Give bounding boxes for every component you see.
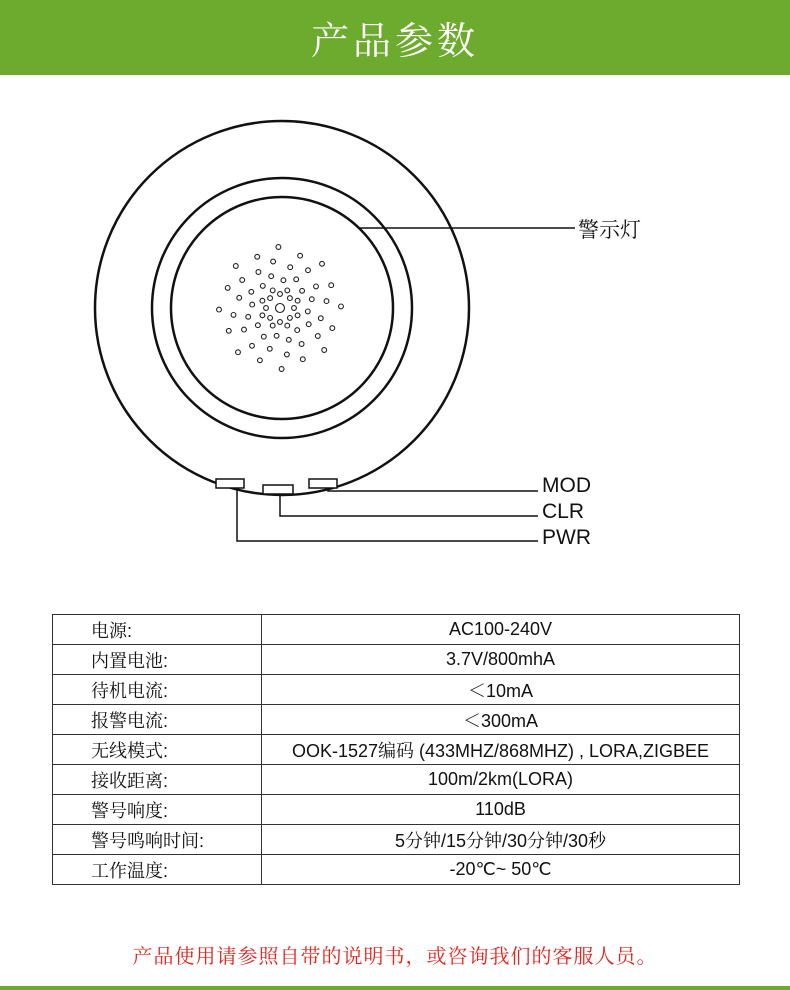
- speaker-hole: [294, 277, 299, 282]
- speaker-hole: [270, 323, 275, 328]
- spec-value: ＜300mA: [262, 705, 740, 735]
- spec-row: [53, 645, 740, 675]
- speaker-hole: [240, 278, 245, 283]
- speaker-hole: [322, 348, 327, 353]
- spec-value: 3.7V/800mhA: [262, 645, 740, 675]
- speaker-hole: [278, 292, 283, 297]
- spec-key: 报警电流:: [53, 705, 262, 735]
- speaker-hole: [339, 304, 344, 309]
- speaker-hole: [306, 322, 311, 327]
- speaker-hole: [246, 314, 251, 319]
- clr-leader: [280, 494, 538, 516]
- speaker-hole: [279, 367, 284, 372]
- spec-value: 5分钟/15分钟/30分钟/30秒: [262, 825, 740, 855]
- middle-ring: [152, 178, 412, 438]
- page-title: 产品参数: [310, 19, 479, 63]
- speaker-hole: [329, 283, 334, 288]
- speaker-hole: [250, 343, 255, 348]
- speaker-hole: [258, 358, 263, 363]
- spec-key: 警号鸣响时间:: [53, 825, 262, 855]
- speaker-hole: [260, 284, 265, 289]
- spec-key: 警号响度:: [53, 795, 262, 825]
- spec-value: 110dB: [262, 795, 740, 825]
- speaker-hole: [250, 302, 255, 307]
- speaker-hole: [217, 307, 222, 312]
- spec-row: [53, 765, 740, 795]
- speaker-hole: [288, 265, 293, 270]
- spec-value: -20℃~ 50℃: [262, 855, 740, 885]
- spec-key: 工作温度:: [53, 855, 262, 885]
- speaker-hole: [226, 328, 231, 333]
- speaker-hole: [305, 309, 310, 314]
- spec-value: 100m/2km(LORA): [262, 765, 740, 795]
- speaker-hole: [249, 289, 254, 294]
- spec-value: AC100-240V: [262, 615, 740, 645]
- mod-button-shape: [309, 479, 337, 488]
- pwr-label: PWR: [542, 526, 591, 549]
- spec-row: [53, 855, 740, 885]
- speaker-hole: [285, 288, 290, 293]
- spec-key: 电源:: [53, 615, 262, 645]
- warning-light-label: 警示灯: [578, 219, 641, 242]
- speaker-hole: [260, 298, 265, 303]
- speaker-hole: [278, 320, 283, 325]
- speaker-hole: [288, 316, 293, 321]
- spec-row: [53, 705, 740, 735]
- speaker-hole: [274, 333, 279, 338]
- speaker-hole: [260, 313, 265, 318]
- spec-key: 内置电池:: [53, 645, 262, 675]
- mod-label: MOD: [542, 474, 591, 497]
- speaker-hole: [264, 306, 269, 311]
- speaker-hole: [300, 288, 305, 293]
- product-diagram: [0, 75, 790, 595]
- speaker-hole: [268, 316, 273, 321]
- speaker-hole: [271, 259, 276, 264]
- bottom-rule: [0, 986, 790, 990]
- spec-row: [53, 615, 740, 645]
- speaker-hole: [330, 326, 335, 331]
- spec-value: OOK-1527编码 (433MHZ/868MHZ) , LORA,ZIGBEE: [262, 735, 740, 765]
- speaker-hole: [299, 342, 304, 347]
- speaker-hole: [285, 323, 290, 328]
- speaker-hole: [242, 327, 247, 332]
- speaker-hole: [295, 298, 300, 303]
- spec-value: ＜10mA: [262, 675, 740, 705]
- speaker-hole: [320, 261, 325, 266]
- speaker-hole: [285, 352, 290, 357]
- speaker-hole: [256, 323, 261, 328]
- speaker-hole: [295, 328, 300, 333]
- speaker-hole: [269, 274, 274, 279]
- spec-key: 无线模式:: [53, 735, 262, 765]
- speaker-hole: [281, 278, 286, 283]
- speaker-hole: [225, 286, 230, 291]
- speaker-hole: [300, 357, 305, 362]
- speaker-hole: [276, 245, 281, 250]
- speaker-hole: [314, 284, 319, 289]
- speaker-hole: [306, 268, 311, 273]
- spec-table: [52, 614, 740, 885]
- spec-key: 待机电流:: [53, 675, 262, 705]
- spec-row: [53, 735, 740, 765]
- inner-ring: [171, 197, 393, 419]
- pwr-button-shape: [216, 479, 244, 488]
- speaker-hole: [318, 316, 323, 321]
- speaker-hole: [324, 299, 329, 304]
- speaker-hole: [288, 296, 293, 301]
- header-banner: [0, 0, 790, 75]
- clr-button-shape: [263, 485, 293, 494]
- speaker-hole: [286, 337, 291, 342]
- spec-row: [53, 795, 740, 825]
- spec-row: [53, 675, 740, 705]
- spec-key: 接收距离:: [53, 765, 262, 795]
- spec-row: [53, 825, 740, 855]
- speaker-holes: [217, 245, 344, 372]
- mod-leader: [328, 488, 538, 491]
- speaker-hole: [256, 270, 261, 275]
- speaker-hole: [267, 346, 272, 351]
- speaker-hole: [233, 264, 238, 269]
- speaker-hole: [261, 334, 266, 339]
- speaker-hole: [292, 306, 297, 311]
- speaker-hole: [236, 350, 241, 355]
- clr-label: CLR: [542, 500, 585, 523]
- footer-note: 产品使用请参照自带的说明书，或咨询我们的客服人员。: [132, 944, 658, 968]
- siren-drawing: [0, 75, 790, 595]
- speaker-hole: [231, 313, 236, 318]
- speaker-hole: [295, 313, 300, 318]
- speaker-hole-center: [276, 304, 285, 313]
- speaker-hole: [309, 297, 314, 302]
- speaker-hole: [298, 253, 303, 258]
- speaker-hole: [255, 254, 260, 259]
- speaker-hole: [268, 296, 273, 301]
- speaker-hole: [270, 288, 275, 293]
- speaker-hole: [315, 334, 320, 339]
- speaker-hole: [237, 295, 242, 300]
